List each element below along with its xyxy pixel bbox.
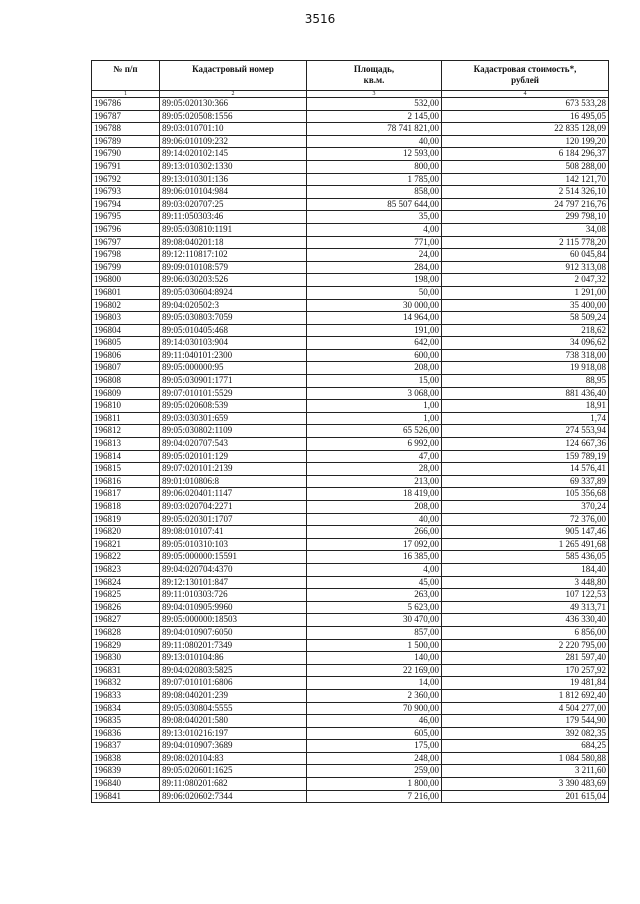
cell-cadastral-value: 1 084 580,88 <box>442 752 609 765</box>
cell-row-number: 196822 <box>92 551 160 564</box>
cell-cadastral-number: 89:07:010101:5529 <box>160 387 307 400</box>
cell-row-number: 196828 <box>92 626 160 639</box>
cell-cadastral-value: 49 313,71 <box>442 601 609 614</box>
cell-row-number: 196812 <box>92 425 160 438</box>
table-row <box>92 765 609 778</box>
header-area: Площадь, кв.м. <box>307 61 442 91</box>
table-row <box>92 249 609 262</box>
table-row <box>92 589 609 602</box>
cell-cadastral-value: 3 211,60 <box>442 765 609 778</box>
table-row <box>92 375 609 388</box>
cell-row-number: 196790 <box>92 148 160 161</box>
cell-cadastral-number: 89:13:010301:136 <box>160 173 307 186</box>
cell-cadastral-number: 89:11:010303:726 <box>160 589 307 602</box>
table-row <box>92 538 609 551</box>
cell-cadastral-value: 392 082,35 <box>442 727 609 740</box>
cell-cadastral-value: 6 184 296,37 <box>442 148 609 161</box>
table-row <box>92 148 609 161</box>
cell-cadastral-number: 89:04:010907:6050 <box>160 626 307 639</box>
table-row <box>92 98 609 111</box>
cell-cadastral-value: 1,74 <box>442 412 609 425</box>
cell-cadastral-number: 89:05:030810:1191 <box>160 223 307 236</box>
cell-cadastral-number: 89:08:020104:83 <box>160 752 307 765</box>
cell-cadastral-number: 89:05:020301:1707 <box>160 513 307 526</box>
cell-area: 191,00 <box>307 324 442 337</box>
cell-area: 46,00 <box>307 715 442 728</box>
cell-cadastral-value: 370,24 <box>442 501 609 514</box>
cell-cadastral-number: 89:08:040201:18 <box>160 236 307 249</box>
cell-row-number: 196797 <box>92 236 160 249</box>
cell-cadastral-number: 89:06:020401:1147 <box>160 488 307 501</box>
cell-cadastral-number: 89:05:030802:1109 <box>160 425 307 438</box>
table-row <box>92 110 609 123</box>
cell-row-number: 196825 <box>92 589 160 602</box>
table-row <box>92 677 609 690</box>
cell-cadastral-number: 89:11:050303:46 <box>160 211 307 224</box>
cell-cadastral-number: 89:06:020602:7344 <box>160 790 307 803</box>
cell-cadastral-value: 179 544,90 <box>442 715 609 728</box>
cell-area: 175,00 <box>307 740 442 753</box>
cell-row-number: 196839 <box>92 765 160 778</box>
header-cadastral-number: Кадастровый номер <box>160 61 307 91</box>
cell-cadastral-value: 1 291,00 <box>442 286 609 299</box>
table-row <box>92 198 609 211</box>
cell-area: 208,00 <box>307 501 442 514</box>
cell-row-number: 196803 <box>92 312 160 325</box>
cell-cadastral-number: 89:11:080201:682 <box>160 778 307 791</box>
cell-area: 12 593,00 <box>307 148 442 161</box>
cell-cadastral-value: 159 789,19 <box>442 450 609 463</box>
column-number: 4 <box>442 91 609 98</box>
table-row <box>92 614 609 627</box>
cadastral-table <box>91 60 609 803</box>
cell-cadastral-number: 89:05:010405:468 <box>160 324 307 337</box>
table-row <box>92 186 609 199</box>
cell-area: 600,00 <box>307 349 442 362</box>
table-row <box>92 715 609 728</box>
table-row <box>92 727 609 740</box>
cell-cadastral-value: 34 096,62 <box>442 337 609 350</box>
cell-area: 78 741 821,00 <box>307 123 442 136</box>
table-row <box>92 463 609 476</box>
cell-cadastral-value: 299 798,10 <box>442 211 609 224</box>
cell-cadastral-number: 89:05:000000:95 <box>160 362 307 375</box>
cell-cadastral-value: 107 122,53 <box>442 589 609 602</box>
cell-area: 22 169,00 <box>307 664 442 677</box>
cell-cadastral-number: 89:05:000000:15591 <box>160 551 307 564</box>
cell-row-number: 196805 <box>92 337 160 350</box>
cell-row-number: 196815 <box>92 463 160 476</box>
cell-cadastral-value: 69 337,89 <box>442 475 609 488</box>
cell-cadastral-number: 89:04:020803:5825 <box>160 664 307 677</box>
cell-area: 266,00 <box>307 526 442 539</box>
table-row <box>92 261 609 274</box>
cell-row-number: 196793 <box>92 186 160 199</box>
cell-area: 642,00 <box>307 337 442 350</box>
cell-area: 5 623,00 <box>307 601 442 614</box>
cell-row-number: 196818 <box>92 501 160 514</box>
cell-cadastral-value: 2 220 795,00 <box>442 639 609 652</box>
table-row <box>92 274 609 287</box>
cell-row-number: 196817 <box>92 488 160 501</box>
cell-row-number: 196816 <box>92 475 160 488</box>
table-row <box>92 160 609 173</box>
cell-cadastral-value: 218,62 <box>442 324 609 337</box>
page-number: 3516 <box>304 12 336 26</box>
cell-row-number: 196800 <box>92 274 160 287</box>
table-row <box>92 349 609 362</box>
cell-cadastral-value: 881 436,40 <box>442 387 609 400</box>
cell-cadastral-number: 89:03:010701:10 <box>160 123 307 136</box>
table-row <box>92 501 609 514</box>
table-row <box>92 412 609 425</box>
cell-cadastral-number: 89:05:030901:1771 <box>160 375 307 388</box>
cell-area: 213,00 <box>307 475 442 488</box>
cell-row-number: 196819 <box>92 513 160 526</box>
cell-cadastral-number: 89:06:030203:526 <box>160 274 307 287</box>
table-row <box>92 551 609 564</box>
cell-cadastral-number: 89:05:020101:129 <box>160 450 307 463</box>
cell-cadastral-number: 89:06:010109:232 <box>160 135 307 148</box>
cell-row-number: 196791 <box>92 160 160 173</box>
cell-row-number: 196814 <box>92 450 160 463</box>
cell-area: 30 470,00 <box>307 614 442 627</box>
cell-cadastral-value: 16 495,05 <box>442 110 609 123</box>
table-row <box>92 362 609 375</box>
cell-area: 605,00 <box>307 727 442 740</box>
cell-cadastral-number: 89:05:010310:103 <box>160 538 307 551</box>
cell-area: 30 000,00 <box>307 299 442 312</box>
cell-cadastral-value: 124 667,36 <box>442 438 609 451</box>
table-row <box>92 664 609 677</box>
cell-cadastral-value: 436 330,40 <box>442 614 609 627</box>
cell-area: 198,00 <box>307 274 442 287</box>
cell-area: 532,00 <box>307 98 442 111</box>
cell-cadastral-value: 184,40 <box>442 563 609 576</box>
table-row <box>92 438 609 451</box>
cell-cadastral-number: 89:03:020704:2271 <box>160 501 307 514</box>
column-number: 2 <box>160 91 307 98</box>
cell-row-number: 196834 <box>92 702 160 715</box>
cell-area: 70 900,00 <box>307 702 442 715</box>
cell-area: 65 526,00 <box>307 425 442 438</box>
cell-area: 4,00 <box>307 563 442 576</box>
table-row <box>92 123 609 136</box>
table-row <box>92 790 609 803</box>
cell-cadastral-value: 35 400,00 <box>442 299 609 312</box>
cell-area: 47,00 <box>307 450 442 463</box>
cell-area: 1,00 <box>307 400 442 413</box>
cell-cadastral-number: 89:05:000000:18503 <box>160 614 307 627</box>
table-row <box>92 513 609 526</box>
cell-area: 1,00 <box>307 412 442 425</box>
cell-area: 14 964,00 <box>307 312 442 325</box>
cell-area: 17 092,00 <box>307 538 442 551</box>
cell-cadastral-value: 3 390 483,69 <box>442 778 609 791</box>
cell-cadastral-value: 281 597,40 <box>442 652 609 665</box>
cell-cadastral-value: 3 448,80 <box>442 576 609 589</box>
cell-cadastral-number: 89:05:020130:366 <box>160 98 307 111</box>
cell-row-number: 196796 <box>92 223 160 236</box>
cell-area: 40,00 <box>307 513 442 526</box>
table-row <box>92 135 609 148</box>
cell-area: 7 216,00 <box>307 790 442 803</box>
cell-cadastral-value: 19 918,08 <box>442 362 609 375</box>
cell-row-number: 196841 <box>92 790 160 803</box>
cell-row-number: 196799 <box>92 261 160 274</box>
table-row <box>92 778 609 791</box>
table-row <box>92 236 609 249</box>
cell-row-number: 196794 <box>92 198 160 211</box>
cell-row-number: 196840 <box>92 778 160 791</box>
table-row <box>92 576 609 589</box>
cell-cadastral-number: 89:04:020704:4370 <box>160 563 307 576</box>
cell-row-number: 196824 <box>92 576 160 589</box>
cell-row-number: 196811 <box>92 412 160 425</box>
cell-row-number: 196832 <box>92 677 160 690</box>
cell-row-number: 196789 <box>92 135 160 148</box>
cell-row-number: 196802 <box>92 299 160 312</box>
cell-cadastral-value: 2 047,32 <box>442 274 609 287</box>
cell-area: 16 385,00 <box>307 551 442 564</box>
table-row <box>92 286 609 299</box>
cell-cadastral-value: 274 553,94 <box>442 425 609 438</box>
cell-cadastral-number: 89:13:010302:1330 <box>160 160 307 173</box>
cell-cadastral-number: 89:12:130101:847 <box>160 576 307 589</box>
cell-cadastral-number: 89:04:010907:3689 <box>160 740 307 753</box>
cell-row-number: 196836 <box>92 727 160 740</box>
cell-cadastral-value: 22 835 128,09 <box>442 123 609 136</box>
cell-area: 1 800,00 <box>307 778 442 791</box>
cell-area: 2 360,00 <box>307 689 442 702</box>
table-row <box>92 689 609 702</box>
cell-cadastral-number: 89:11:080201:7349 <box>160 639 307 652</box>
column-number-row <box>92 91 609 98</box>
cell-row-number: 196788 <box>92 123 160 136</box>
cell-area: 40,00 <box>307 135 442 148</box>
cell-cadastral-value: 60 045,84 <box>442 249 609 262</box>
cell-area: 208,00 <box>307 362 442 375</box>
cell-area: 24,00 <box>307 249 442 262</box>
table-row <box>92 601 609 614</box>
table-row <box>92 752 609 765</box>
cell-cadastral-value: 585 436,05 <box>442 551 609 564</box>
cell-cadastral-number: 89:05:020608:539 <box>160 400 307 413</box>
cell-cadastral-value: 14 576,41 <box>442 463 609 476</box>
cell-area: 263,00 <box>307 589 442 602</box>
header-cadastral-value: Кадастровая стоимость*, рублей <box>442 61 609 91</box>
cell-area: 50,00 <box>307 286 442 299</box>
cell-row-number: 196835 <box>92 715 160 728</box>
cell-cadastral-number: 89:05:030804:5555 <box>160 702 307 715</box>
cell-cadastral-value: 673 533,28 <box>442 98 609 111</box>
cell-row-number: 196837 <box>92 740 160 753</box>
cell-area: 858,00 <box>307 186 442 199</box>
cell-row-number: 196813 <box>92 438 160 451</box>
cell-cadastral-value: 24 797 216,76 <box>442 198 609 211</box>
cell-cadastral-value: 120 199,20 <box>442 135 609 148</box>
cell-row-number: 196795 <box>92 211 160 224</box>
cell-area: 3 068,00 <box>307 387 442 400</box>
cell-cadastral-number: 89:01:010806:8 <box>160 475 307 488</box>
cell-cadastral-number: 89:09:010108:579 <box>160 261 307 274</box>
cell-area: 140,00 <box>307 652 442 665</box>
cell-cadastral-number: 89:07:020101:2139 <box>160 463 307 476</box>
cell-area: 1 500,00 <box>307 639 442 652</box>
cell-cadastral-value: 18,91 <box>442 400 609 413</box>
table-row <box>92 652 609 665</box>
cell-cadastral-value: 905 147,46 <box>442 526 609 539</box>
cell-cadastral-value: 105 356,68 <box>442 488 609 501</box>
cell-row-number: 196804 <box>92 324 160 337</box>
cell-cadastral-number: 89:08:040201:580 <box>160 715 307 728</box>
cell-cadastral-number: 89:05:030604:8924 <box>160 286 307 299</box>
cell-area: 259,00 <box>307 765 442 778</box>
cell-area: 18 419,00 <box>307 488 442 501</box>
table-row <box>92 626 609 639</box>
cell-row-number: 196807 <box>92 362 160 375</box>
cell-row-number: 196838 <box>92 752 160 765</box>
cell-row-number: 196830 <box>92 652 160 665</box>
table-row <box>92 702 609 715</box>
table-row <box>92 299 609 312</box>
cell-cadastral-value: 912 313,08 <box>442 261 609 274</box>
cell-row-number: 196823 <box>92 563 160 576</box>
cell-area: 284,00 <box>307 261 442 274</box>
cell-cadastral-value: 88,95 <box>442 375 609 388</box>
table-row <box>92 450 609 463</box>
table-row <box>92 475 609 488</box>
cell-cadastral-number: 89:08:010107:41 <box>160 526 307 539</box>
cell-row-number: 196808 <box>92 375 160 388</box>
cell-cadastral-number: 89:08:040201:239 <box>160 689 307 702</box>
cell-cadastral-number: 89:03:030301:659 <box>160 412 307 425</box>
cell-cadastral-value: 72 376,00 <box>442 513 609 526</box>
cell-cadastral-value: 58 509,24 <box>442 312 609 325</box>
cell-area: 1 785,00 <box>307 173 442 186</box>
table-row <box>92 563 609 576</box>
cell-row-number: 196798 <box>92 249 160 262</box>
cell-area: 857,00 <box>307 626 442 639</box>
table-row <box>92 324 609 337</box>
cell-row-number: 196787 <box>92 110 160 123</box>
cell-cadastral-number: 89:04:020502:3 <box>160 299 307 312</box>
cell-area: 2 145,00 <box>307 110 442 123</box>
column-number: 3 <box>307 91 442 98</box>
table-row <box>92 337 609 350</box>
table-row <box>92 425 609 438</box>
column-number: 1 <box>92 91 160 98</box>
cell-row-number: 196809 <box>92 387 160 400</box>
cell-cadastral-value: 684,25 <box>442 740 609 753</box>
table-row <box>92 740 609 753</box>
cell-cadastral-value: 34,08 <box>442 223 609 236</box>
cell-row-number: 196827 <box>92 614 160 627</box>
cell-row-number: 196806 <box>92 349 160 362</box>
cell-cadastral-number: 89:05:020508:1556 <box>160 110 307 123</box>
cell-area: 800,00 <box>307 160 442 173</box>
cell-area: 771,00 <box>307 236 442 249</box>
cell-row-number: 196792 <box>92 173 160 186</box>
cell-cadastral-number: 89:14:030103:904 <box>160 337 307 350</box>
cell-cadastral-number: 89:06:010104:984 <box>160 186 307 199</box>
cell-row-number: 196833 <box>92 689 160 702</box>
cell-area: 35,00 <box>307 211 442 224</box>
cell-area: 28,00 <box>307 463 442 476</box>
cell-row-number: 196821 <box>92 538 160 551</box>
cell-cadastral-number: 89:04:010905:9960 <box>160 601 307 614</box>
cell-row-number: 196786 <box>92 98 160 111</box>
cell-cadastral-number: 89:12:110817:102 <box>160 249 307 262</box>
cell-cadastral-number: 89:13:010216:197 <box>160 727 307 740</box>
header-row-number: № п/п <box>92 61 160 91</box>
cell-cadastral-value: 142 121,70 <box>442 173 609 186</box>
table-row <box>92 639 609 652</box>
cell-cadastral-number: 89:04:020707:543 <box>160 438 307 451</box>
cell-area: 6 992,00 <box>307 438 442 451</box>
cell-row-number: 196831 <box>92 664 160 677</box>
table-row <box>92 312 609 325</box>
cell-area: 15,00 <box>307 375 442 388</box>
cell-row-number: 196801 <box>92 286 160 299</box>
cell-area: 4,00 <box>307 223 442 236</box>
cell-cadastral-value: 2 115 778,20 <box>442 236 609 249</box>
cell-cadastral-value: 4 504 277,00 <box>442 702 609 715</box>
cell-cadastral-number: 89:11:040101:2300 <box>160 349 307 362</box>
table-row <box>92 400 609 413</box>
cell-area: 14,00 <box>307 677 442 690</box>
cell-cadastral-number: 89:05:030803:7059 <box>160 312 307 325</box>
cell-row-number: 196810 <box>92 400 160 413</box>
cell-cadastral-value: 508 288,00 <box>442 160 609 173</box>
header-row <box>92 61 609 91</box>
cell-cadastral-number: 89:14:020102:145 <box>160 148 307 161</box>
cell-cadastral-value: 170 257,92 <box>442 664 609 677</box>
cell-row-number: 196820 <box>92 526 160 539</box>
cell-area: 45,00 <box>307 576 442 589</box>
cell-cadastral-value: 201 615,04 <box>442 790 609 803</box>
table-row <box>92 223 609 236</box>
table-row <box>92 173 609 186</box>
table-row <box>92 488 609 501</box>
table-row <box>92 387 609 400</box>
cell-cadastral-value: 19 481,84 <box>442 677 609 690</box>
cell-cadastral-number: 89:05:020601:1625 <box>160 765 307 778</box>
table-row <box>92 526 609 539</box>
cell-cadastral-value: 2 514 326,10 <box>442 186 609 199</box>
cell-row-number: 196826 <box>92 601 160 614</box>
cell-cadastral-value: 1 265 491,68 <box>442 538 609 551</box>
cell-cadastral-value: 738 318,00 <box>442 349 609 362</box>
cell-cadastral-number: 89:13:010104:86 <box>160 652 307 665</box>
cell-cadastral-value: 6 856,00 <box>442 626 609 639</box>
cell-row-number: 196829 <box>92 639 160 652</box>
cell-cadastral-number: 89:07:010101:6806 <box>160 677 307 690</box>
cell-area: 85 507 644,00 <box>307 198 442 211</box>
cell-area: 248,00 <box>307 752 442 765</box>
cell-cadastral-number: 89:03:020707:25 <box>160 198 307 211</box>
cell-cadastral-value: 1 812 692,40 <box>442 689 609 702</box>
table-row <box>92 211 609 224</box>
